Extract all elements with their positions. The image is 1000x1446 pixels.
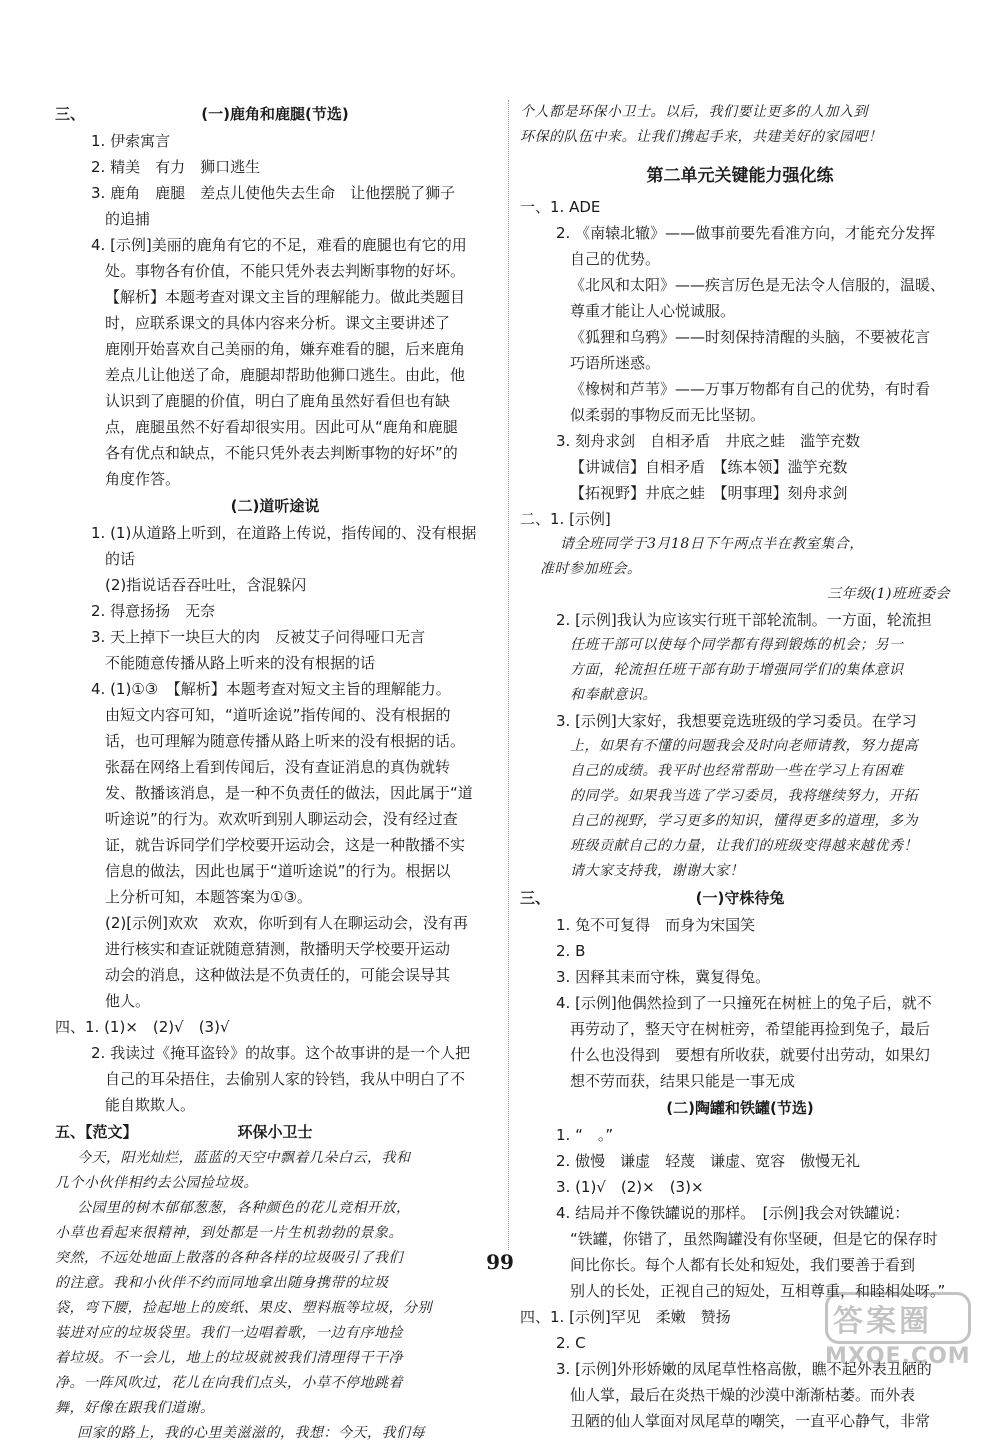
answer-line: 自己的耳朵捂住，去偷别人家的铃铛，我从中明白了不 <box>105 1070 466 1088</box>
right-column <box>520 100 960 1434</box>
analysis-line: 点，鹿腿虽然不好看却很实用。因此可从“鹿角和鹿腿 <box>105 418 458 436</box>
section-4 <box>55 1014 495 1118</box>
analysis-line: 角度作答。 <box>105 470 181 488</box>
sample-essay <box>55 1146 495 1446</box>
passage-title: (一)鹿角和鹿腿(节选) <box>201 105 349 123</box>
answer-line: (2)[示例]欢欢 欢欢，你听到有人在聊运动会，没有再 <box>105 914 468 932</box>
answer-line: 一、1. ADE <box>520 198 601 216</box>
answer-line: 动会的消息，这种做法是不负责任的，可能会误导其 <box>105 966 451 984</box>
unit-section-2 <box>520 506 960 884</box>
analysis-line: 【解析】本题考查对课文主旨的理解能力。做此类题目 <box>105 288 466 306</box>
analysis-line: 证，就告诉同学们学校要开运动会，这是一种散播不实 <box>105 836 466 854</box>
section-5-header <box>55 1118 495 1146</box>
answer-line: 能自欺欺人。 <box>105 1096 196 1114</box>
unit-section-3-header <box>520 884 960 912</box>
essay-line: 回家的路上，我的心里美滋滋的，我想：今天，我们每 <box>77 1425 425 1441</box>
answer-line: 丑陋的仙人掌面对凤尾草的嘲笑，一直平心静气，非常 <box>570 1412 931 1430</box>
analysis-line: 听途说”的行为。欢欢听到别人聊运动会，没有经过查 <box>105 810 458 828</box>
answer-line: 的话 <box>105 550 136 568</box>
answer-line: 2. [示例]我认为应该实行班干部轮流制。一方面，轮流担 <box>556 611 932 629</box>
answer-line: 4. 结局并不像铁罐说的那样。 [示例]我会对铁罐说： <box>556 1204 910 1222</box>
answer-line: 3. [示例]外形娇嫩的凤尾草性格高傲，瞧不起外表丑陋的 <box>556 1360 932 1378</box>
answer-line: 2. 傲慢 谦虚 轻蔑 谦虚、宽容 傲慢无礼 <box>556 1152 861 1170</box>
answer-line: 自己的视野，学习更多的知识，懂得更多的道理，多为 <box>570 813 918 829</box>
answer-line: 方面，轮流担任班干部有助于增强同学们的集体意识 <box>570 662 904 678</box>
answer-block <box>55 128 495 492</box>
section-number: 五、【范文】 <box>55 1123 138 1141</box>
answer-line: 1. “ 。” <box>556 1126 614 1144</box>
analysis-line: 时，应联系课文的具体内容来分析。课文主要讲述了 <box>105 314 451 332</box>
essay-line: 袋，弯下腰，捡起地上的废纸、果皮、塑料瓶等垃圾，分别 <box>55 1300 432 1316</box>
essay-line: 的注意。我和小伙伴不约而同地拿出随身携带的垃圾 <box>55 1275 389 1291</box>
answer-line: 1. 兔不可复得 而身为宋国笑 <box>556 916 756 934</box>
left-column <box>55 100 495 1446</box>
answer-line: 自己的成绩。我平时也经常帮助一些在学习上有困难 <box>570 763 904 779</box>
unit-title: 第二单元关键能力强化练 <box>646 166 834 186</box>
column-divider <box>508 100 509 1250</box>
answer-line: 的追捕 <box>105 210 151 228</box>
answer-line: 不能随意传播从路上听来的没有根据的话 <box>105 654 376 672</box>
analysis-line: 发、散播该消息，是一种不负责任的做法，因此属于“道 <box>105 784 473 802</box>
answer-line: 2. 得意扬扬 无奈 <box>91 602 216 620</box>
analysis-line: 由短文内容可知，“道听途说”指传闻的、没有根据的 <box>105 706 451 724</box>
analysis-line: 认识到了鹿腿的价值，明白了鹿角虽然好看但也有缺 <box>105 392 451 410</box>
answer-line: 任班干部可以使每个同学都有得到锻炼的机会；另一 <box>570 637 904 653</box>
answer-block <box>55 520 495 1014</box>
notice-line: 请全班同学于3月18日下午两点半在教室集合， <box>560 536 864 552</box>
answer-line: 二、1. [示例] <box>520 510 611 528</box>
answer-line: 2. C <box>556 1334 586 1352</box>
answer-line: 4. [示例]美丽的鹿角有它的不足，难看的鹿腿也有它的用 <box>91 236 467 254</box>
essay-title: 环保小卫士 <box>237 1123 313 1141</box>
answer-line: 间比你长。每个人都有长处和短处，我们要善于看到 <box>570 1256 916 1274</box>
analysis-line: 各有优点和缺点，不能只凭外表去判断事物的好坏”的 <box>105 444 458 462</box>
essay-line: 个人都是环保小卫士。以后，我们要让更多的人加入到 <box>520 104 868 120</box>
answer-line: 似柔弱的事物反而无比坚韧。 <box>570 406 766 424</box>
answer-line: 请大家支持我，谢谢大家！ <box>570 863 744 879</box>
answer-line: 3. 因释其耒而守株，冀复得兔。 <box>556 968 771 986</box>
answer-line: 4. (1)①③ 【解析】本题考查对短文主旨的理解能力。 <box>91 680 451 698</box>
answer-line: (2)指说话吞吞吐吐，含混躲闪 <box>105 576 307 594</box>
answer-line: 和奉献意识。 <box>570 687 657 703</box>
analysis-line: 张磊在网络上看到传闻后，没有查证消息的真伪就转 <box>105 758 451 776</box>
answer-line: 3. 刻舟求剑 自相矛盾 井底之蛙 滥竽充数 <box>556 432 861 450</box>
answer-line: 班级贡献自己的力量，让我们的班级变得越来越优秀！ <box>570 838 918 854</box>
passage-title: (二)陶罐和铁罐(节选) <box>666 1099 814 1117</box>
answer-line: 2. B <box>556 942 586 960</box>
answer-line: 4. [示例]他偶然捡到了一只撞死在树桩上的兔子后，就不 <box>556 994 932 1012</box>
answer-line: 什么也没得到 要想有所收获，就要付出劳动，如果幻 <box>570 1046 931 1064</box>
answer-line: 处。事物各有价值，不能只凭外表去判断事物的好坏。 <box>105 262 466 280</box>
section-number: 三、 <box>55 105 86 123</box>
essay-line: 着垃圾。不一会儿，地上的垃圾就被我们清理得干干净 <box>55 1350 403 1366</box>
answer-line: 《北风和太阳》——疾言厉色是无法令人信服的，温暖、 <box>570 276 946 294</box>
essay-line: 几个小伙伴相约去公园捡垃圾。 <box>55 1175 258 1191</box>
answer-line: 的同学。如果我当选了学习委员，我将继续努力，开拓 <box>570 788 918 804</box>
analysis-line: 信息的做法，因此也属于“道听途说”的行为。根据以 <box>105 862 451 880</box>
notice-signature: 三年级(1)班班委会 <box>827 586 950 602</box>
answer-line: 尊重才能让人心悦诚服。 <box>570 302 736 320</box>
watermark-domain: MXQE.COM <box>825 1344 971 1369</box>
notice-line: 准时参加班会。 <box>540 561 642 577</box>
answer-line: 1. 伊索寓言 <box>91 132 171 150</box>
page-number: 99 <box>486 1250 514 1274</box>
section-number: 三、 <box>520 889 551 907</box>
answer-line: 2. 精美 有力 狮口逃生 <box>91 158 261 176</box>
answer-line: “铁罐，你错了，虽然陶罐没有你坚硬，但是它的保存时 <box>570 1230 938 1248</box>
essay-line: 装进对应的垃圾袋里。我们一边唱着歌，一边有序地捡 <box>55 1325 403 1341</box>
passage-title: (一)守株待兔 <box>695 889 785 907</box>
analysis-line: 上分析可知，本题答案为①③。 <box>105 888 312 906</box>
answer-line: 别人的长处，正视自己的短处，互相尊重，和睦相处呀。” <box>570 1282 946 1300</box>
answer-line: 《橡树和芦苇》——万事万物都有自己的优势，有时看 <box>570 380 931 398</box>
answer-line: 1. (1)从道路上听到，在道路上传说，指传闻的、没有根据 <box>91 524 477 542</box>
passage-title: (二)道听途说 <box>230 497 320 515</box>
essay-line: 突然，不远处地面上散落的各种各样的垃圾吸引了我们 <box>55 1250 403 1266</box>
answer-line: 3. [示例]大家好，我想要竞选班级的学习委员。在学习 <box>556 712 917 730</box>
answer-line: 四、1. (1)× (2)√ (3)√ <box>55 1018 230 1036</box>
passage-2-header <box>520 1094 960 1122</box>
passage-2-header <box>55 492 495 520</box>
essay-line: 舞，好像在跟我们道谢。 <box>55 1400 215 1416</box>
section-3-header <box>55 100 495 128</box>
answer-line: 《狐狸和乌鸦》——时刻保持清醒的头脑，不要被花言 <box>570 328 931 346</box>
answer-line: 进行核实和查证就随意猜测，散播明天学校要开运动 <box>105 940 451 958</box>
answer-line: 想不劳而获，结果只能是一事无成 <box>570 1072 796 1090</box>
answer-line: 自己的优势。 <box>570 250 661 268</box>
answer-line: 巧语所迷惑。 <box>570 354 661 372</box>
answer-line: 他人。 <box>105 992 151 1010</box>
answer-line: 2. 我读过《掩耳盗铃》的故事。这个故事讲的是一个人把 <box>91 1044 471 1062</box>
answer-line: 2. 《南辕北辙》——做事前要先看准方向，才能充分发挥 <box>556 224 936 242</box>
answer-line: 【拓视野】井底之蛙 【明事理】刻舟求剑 <box>570 484 848 502</box>
answer-line: 3. 天上掉下一块巨大的肉 反被艾子问得哑口无言 <box>91 628 426 646</box>
essay-line: 今天，阳光灿烂，蓝蓝的天空中飘着几朵白云，我和 <box>77 1150 411 1166</box>
essay-line: 公园里的树木郁郁葱葱，各种颜色的花儿竞相开放， <box>77 1200 411 1216</box>
sample-essay-continued <box>520 100 960 150</box>
watermark-text: 答案圈 <box>833 1304 932 1339</box>
answer-block <box>520 912 960 1094</box>
answer-line: 仙人掌，最后在炎热干燥的沙漠中渐渐枯萎。而外表 <box>570 1386 916 1404</box>
answer-block <box>520 1122 960 1304</box>
essay-line: 小草也看起来很精神，到处都是一片生机勃勃的景象。 <box>55 1225 403 1241</box>
answer-line: 四、1. [示例]罕见 柔嫩 赞扬 <box>520 1308 731 1326</box>
unit-section-1 <box>520 194 960 506</box>
answer-line: 上，如果有不懂的问题我会及时向老师请教，努力提高 <box>570 738 918 754</box>
essay-line: 净。一阵风吹过，花儿在向我们点头，小草不停地跳着 <box>55 1375 403 1391</box>
answer-line: 【讲诚信】自相矛盾 【练本领】滥竽充数 <box>570 458 848 476</box>
analysis-line: 话，也可理解为随意传播从路上听来的没有根据的话。 <box>105 732 466 750</box>
essay-line: 环保的队伍中来。让我们携起手来，共建美好的家园吧！ <box>520 129 883 145</box>
analysis-line: 鹿刚开始喜欢自己美丽的角，嫌弃难看的腿，后来鹿角 <box>105 340 466 358</box>
answer-line: 3. 鹿角 鹿腿 差点儿使他失去生命 让他摆脱了狮子 <box>91 184 456 202</box>
answer-line: 再劳动了，整天守在树桩旁，希望能再捡到兔子，最后 <box>570 1020 931 1038</box>
analysis-line: 差点儿让他送了命，鹿腿却帮助他狮口逃生。由此，他 <box>105 366 466 384</box>
answer-line: 3. (1)√ (2)× (3)× <box>556 1178 704 1196</box>
watermark-logo <box>825 1292 975 1372</box>
